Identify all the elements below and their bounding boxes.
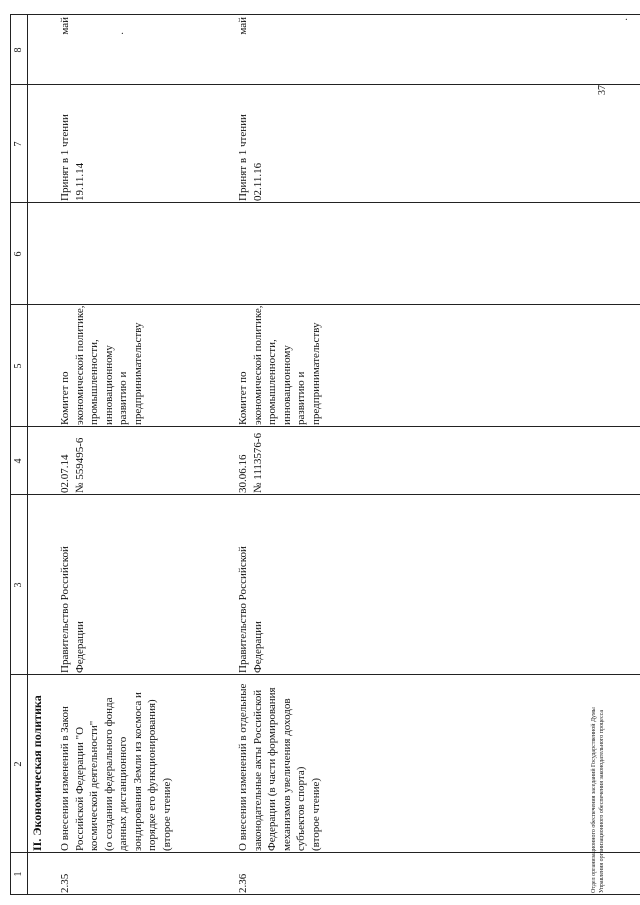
- column-border: [10, 202, 640, 203]
- committee: Комитет по экономической политике, промышленности, инновационному развитию и предпринимательству: [237, 305, 322, 425]
- scan-mark: ·: [118, 31, 129, 35]
- planned-month: май: [237, 17, 249, 35]
- bill-author: Правительство Российской Федерации: [59, 546, 86, 673]
- footer-line: Отдел организационного обеспечения заседаний Государственной Думы: [591, 707, 597, 893]
- header-row-border: [27, 15, 28, 895]
- column-number: 1: [13, 871, 24, 877]
- column-number: 8: [13, 47, 24, 53]
- footer-line: Управления организационного обеспечения законодательного процесса: [599, 709, 605, 893]
- scan-mark: ·: [622, 17, 633, 21]
- column-border: [10, 14, 640, 15]
- bill-status: Принят в 1 чтении 19.11.14: [59, 114, 86, 201]
- bill-author: Правительство Российской Федерации: [237, 546, 264, 673]
- committee: Комитет по экономической политике, промышленности, инновационному развитию и предпринимательству: [59, 305, 144, 425]
- column-border: [10, 84, 640, 85]
- column-number: 7: [13, 141, 24, 147]
- planned-month: май: [59, 17, 71, 35]
- column-border: [10, 426, 640, 427]
- bill-title: О внесении изменений в Закон Российской Федерации "О космической деятельности" (о создании федерального фонда данных дистанционного зондирования Земли из космоса и порядке его функционирования) (второе чтение): [59, 692, 173, 851]
- column-border: [10, 894, 640, 895]
- column-number: 2: [13, 761, 24, 767]
- page-number: 37: [597, 85, 608, 95]
- column-number: 3: [13, 582, 24, 588]
- row-number: 2.36: [237, 873, 249, 893]
- row-number: 2.35: [59, 873, 71, 893]
- column-number: 6: [13, 251, 24, 257]
- column-number: 5: [13, 363, 24, 369]
- column-border: [10, 674, 640, 675]
- bill-title: О внесении изменений в отдельные законодательные акты Российской Федерации (в части формирования механизмов увеличения доходов субъектов спорта) (второе чтение): [237, 683, 322, 851]
- registration: 30.06.16 № 1113576-6: [237, 432, 264, 493]
- registration: 02.07.14 № 559495-6: [59, 437, 86, 493]
- column-number: 4: [13, 458, 24, 464]
- footer-note: [590, 493, 606, 893]
- column-border: [10, 852, 640, 853]
- column-border: [10, 494, 640, 495]
- section-title: II. Экономическая политика: [30, 695, 44, 851]
- bill-status: Принят в 1 чтении 02.11.16: [237, 114, 264, 201]
